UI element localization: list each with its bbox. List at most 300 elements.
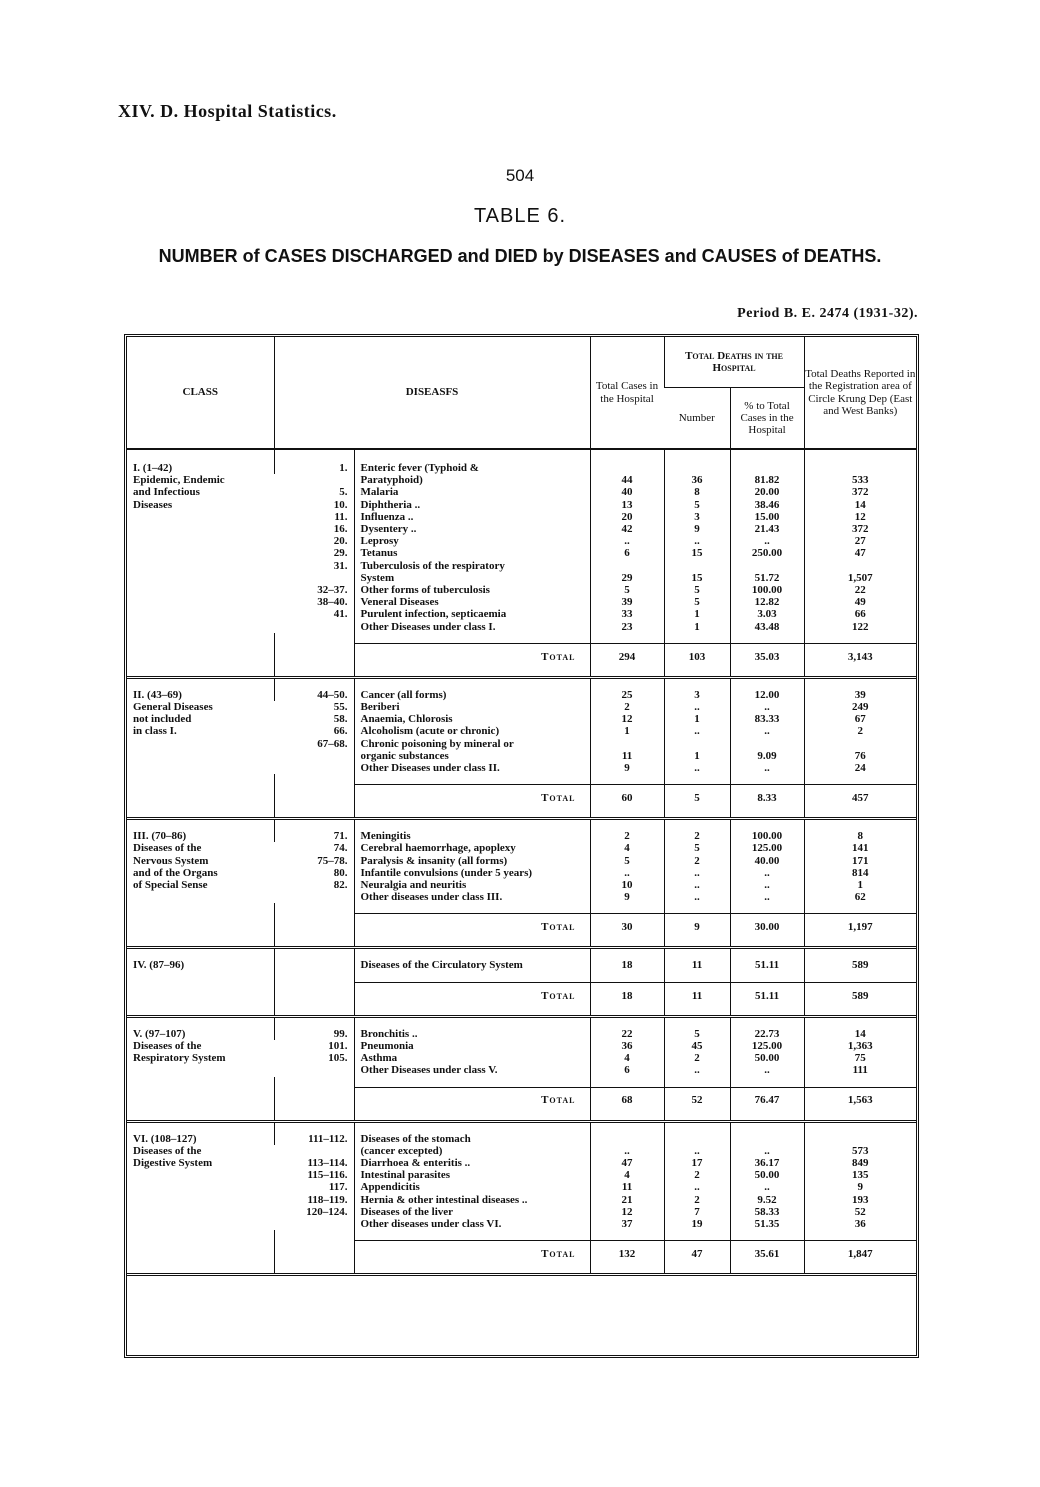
disease-name: Other Diseases under class V. (354, 1064, 590, 1076)
disease-code: 99. (274, 1028, 354, 1040)
deaths-pct-cell: 21.43 (730, 523, 804, 535)
separator-cell (730, 811, 804, 819)
deaths-number-cell: .. (664, 1064, 730, 1076)
deaths-pct-cell: 15.00 (730, 511, 804, 523)
total-cases-cell: 20 (590, 511, 664, 523)
registered-deaths-cell: 1 (804, 879, 916, 891)
disease-code: 117. (328, 1181, 348, 1194)
deaths-pct-cell: 38.46 (730, 499, 804, 511)
total-cases-cell: 39 (590, 596, 664, 608)
total-deaths-sum: 103 (664, 643, 730, 670)
separator-cell (274, 940, 354, 948)
deaths-number-cell: .. (664, 535, 730, 547)
total-cases-cell: .. (590, 535, 664, 547)
disease-name: Paratyphoid) (354, 474, 590, 486)
separator-cell (804, 1267, 916, 1275)
disease-name: Veneral Diseases (354, 596, 590, 608)
total-code-cell (274, 982, 354, 1009)
disease-code (274, 621, 354, 633)
total-cases-cell: 9 (590, 762, 664, 774)
separator-cell (590, 1267, 664, 1275)
total-deaths-sum: 52 (664, 1087, 730, 1114)
total-cases-cell: 13 (590, 499, 664, 511)
spacer-cell (664, 677, 730, 689)
total-registered-sum: 589 (804, 982, 916, 1009)
deaths-number-cell (664, 738, 730, 750)
deaths-number-cell: 1 (664, 750, 730, 762)
spacer-cell (274, 1077, 354, 1088)
disease-code: 71. (274, 830, 354, 842)
spacer-cell (590, 1230, 664, 1241)
separator-cell (274, 1114, 354, 1122)
deaths-pct-cell: 43.48 (730, 621, 804, 633)
deaths-number-cell: .. (664, 725, 730, 737)
table-body (127, 449, 916, 1275)
spacer-cell (127, 1121, 274, 1133)
deaths-number-cell: .. (664, 891, 730, 903)
total-cases-cell: 6 (590, 547, 664, 559)
disease-name: Anaemia, Chlorosis (354, 713, 590, 725)
table-row (127, 1028, 916, 1040)
spacer-cell (127, 774, 274, 785)
total-cases-cell: 42 (590, 523, 664, 535)
registered-deaths-cell: 22 (804, 584, 916, 596)
disease-code: 118–119. (307, 1193, 348, 1206)
registered-deaths-cell: 76 (804, 750, 916, 762)
disease-name: System (354, 572, 590, 584)
separator-cell (664, 1267, 730, 1275)
col-registered-header: Total Deaths Reported in the Registration area of Circle Krung Dep (East and West Banks) (804, 337, 916, 449)
deaths-number-cell: 36 (664, 474, 730, 486)
spacer-cell (664, 948, 730, 960)
disease-code (274, 474, 354, 486)
spacer-cell (354, 948, 590, 960)
separator-cell (804, 1009, 916, 1017)
spacer-cell (804, 774, 916, 785)
deaths-number-cell: .. (664, 867, 730, 879)
total-cases-cell: 36 (590, 1040, 664, 1052)
total-cases-cell: 44 (590, 474, 664, 486)
disease-name: Other diseases under class III. (354, 891, 590, 903)
separator-cell (730, 940, 804, 948)
deaths-number-cell: 45 (664, 1040, 730, 1052)
total-cases-cell: 11 (590, 1181, 664, 1193)
deaths-number-cell: 1 (664, 621, 730, 633)
total-cases-cell: .. (590, 1145, 664, 1157)
deaths-number-cell: .. (664, 762, 730, 774)
separator-cell (730, 1267, 804, 1275)
total-cases-cell: 4 (590, 1052, 664, 1064)
class-label: III. (70–86) Diseases of the Nervous System and of the Organs of Special Sense (133, 830, 218, 892)
disease-code: 20. (333, 535, 348, 548)
registered-deaths-cell: 573 (804, 1145, 916, 1157)
disease-name: Purulent infection, septicaemia (354, 608, 590, 620)
spacer-cell (664, 1077, 730, 1088)
disease-name: Paralysis & insanity (all forms) (354, 855, 590, 867)
spacer-cell (127, 633, 274, 644)
spacer-cell (804, 1230, 916, 1241)
spacer-cell (664, 1016, 730, 1028)
deaths-pct-cell: 51.35 (730, 1218, 804, 1230)
deaths-pct-cell: 51.72 (730, 572, 804, 584)
deaths-number-cell: 11 (664, 959, 730, 971)
total-cases-cell: 5 (590, 584, 664, 596)
total-cases-cell: 12 (590, 713, 664, 725)
col-diseases-header: DISEASFS (274, 337, 590, 449)
col-deaths-group-header: Total Deaths in the Hospital (664, 337, 804, 388)
spacer-cell (590, 449, 664, 462)
registered-deaths-cell: 814 (804, 867, 916, 879)
spacer-cell (730, 1077, 804, 1088)
disease-name: Other diseases under class VI. (354, 1218, 590, 1230)
col-deaths-pct-header: % to Total Cases in the Hospital (730, 388, 804, 450)
spacer-cell (590, 633, 664, 644)
separator-cell (274, 1267, 354, 1275)
registered-deaths-cell: 849 (804, 1157, 916, 1169)
deaths-number-cell: 5 (664, 842, 730, 854)
spacer-cell (274, 677, 354, 689)
total-cases-sum: 68 (590, 1087, 664, 1114)
total-code-cell (274, 914, 354, 941)
deaths-pct-cell: 100.00 (730, 584, 804, 596)
deaths-pct-cell: 58.33 (730, 1206, 804, 1218)
disease-code: 44–50. (274, 689, 354, 701)
total-cases-cell: 2 (590, 830, 664, 842)
spacer-cell (127, 1230, 274, 1241)
table-row (127, 689, 916, 701)
disease-name: Tetanus (354, 547, 590, 559)
spacer-cell (730, 1016, 804, 1028)
total-cases-cell: 18 (590, 959, 664, 971)
col-total-cases-header: Total Cases in the Hospital (590, 337, 664, 449)
spacer-cell (804, 903, 916, 914)
disease-code: 1. (274, 462, 354, 474)
table-row (127, 830, 916, 842)
disease-code (274, 762, 354, 774)
total-cases-cell (590, 738, 664, 750)
disease-name: Influenza .. (354, 511, 590, 523)
spacer-cell (354, 1016, 590, 1028)
deaths-pct-cell: 51.11 (730, 959, 804, 971)
spacer-cell (127, 1016, 274, 1028)
deaths-pct-cell: .. (730, 762, 804, 774)
spacer-cell (274, 1016, 354, 1028)
disease-name: Other forms of tuberculosis (354, 584, 590, 596)
total-label: Total (354, 1087, 590, 1114)
total-cases-cell: 29 (590, 572, 664, 584)
registered-deaths-cell: 12 (804, 511, 916, 523)
spacer-cell (664, 1121, 730, 1133)
deaths-pct-cell: 125.00 (730, 1040, 804, 1052)
spacer-cell (354, 972, 590, 983)
section-title: XIV. D. Hospital Statistics. (118, 101, 337, 121)
total-cases-cell: 21 (590, 1194, 664, 1206)
disease-name: Infantile convulsions (under 5 years) (354, 867, 590, 879)
deaths-number-cell: 9 (664, 523, 730, 535)
spacer-cell (274, 449, 354, 462)
disease-name: Intestinal parasites (354, 1169, 590, 1181)
disease-name: Diphtheria .. (354, 499, 590, 511)
deaths-pct-cell: 50.00 (730, 1052, 804, 1064)
spacer-cell (730, 1230, 804, 1241)
separator-cell (127, 811, 274, 819)
registered-deaths-cell: 372 (804, 523, 916, 535)
registered-deaths-cell: 141 (804, 842, 916, 854)
spacer-cell (664, 1230, 730, 1241)
deaths-pct-cell (730, 560, 804, 572)
registered-deaths-cell: 47 (804, 547, 916, 559)
spacer-cell (127, 903, 274, 914)
col-class-header: CLASS (127, 337, 274, 449)
spacer-cell (730, 948, 804, 960)
disease-code: 101. (328, 1039, 348, 1052)
deaths-number-cell: .. (664, 1145, 730, 1157)
spacer-cell (804, 1016, 916, 1028)
separator-cell (274, 811, 354, 819)
disease-code: 10. (333, 498, 348, 511)
total-cases-cell: 12 (590, 1206, 664, 1218)
separator-cell (354, 670, 590, 678)
registered-deaths-cell: 36 (804, 1218, 916, 1230)
spacer-cell (664, 633, 730, 644)
deaths-pct-cell (730, 738, 804, 750)
disease-code: 38–40. (317, 596, 348, 609)
total-cases-cell: 40 (590, 486, 664, 498)
deaths-pct-cell: 83.33 (730, 713, 804, 725)
disease-name: Diarrhoea & enteritis .. (354, 1157, 590, 1169)
total-cases-cell: 22 (590, 1028, 664, 1040)
separator-cell (590, 940, 664, 948)
total-registered-sum: 3,143 (804, 643, 916, 670)
class-label: I. (1–42) Epidemic, Endemic and Infectious Diseases (133, 462, 225, 511)
spacer-cell (274, 1121, 354, 1133)
deaths-pct-cell: 81.82 (730, 474, 804, 486)
total-cases-cell: 11 (590, 750, 664, 762)
registered-deaths-cell: 193 (804, 1194, 916, 1206)
total-cases-cell: 47 (590, 1157, 664, 1169)
disease-name: Meningitis (354, 830, 590, 842)
total-cases-cell: 9 (590, 891, 664, 903)
disease-code: 74. (333, 842, 348, 855)
total-label: Total (354, 1241, 590, 1268)
deaths-number-cell: 2 (664, 1052, 730, 1064)
disease-code: 115–116. (307, 1169, 348, 1182)
registered-deaths-cell: 14 (804, 1028, 916, 1040)
total-cases-cell: 1 (590, 725, 664, 737)
separator-cell (354, 1114, 590, 1122)
total-cases-cell (590, 560, 664, 572)
total-class-cell (127, 914, 274, 941)
registered-deaths-cell (804, 462, 916, 474)
disease-code: 120–124. (306, 1205, 348, 1218)
disease-name: Diseases of the liver (354, 1206, 590, 1218)
total-class-cell (127, 643, 274, 670)
disease-name: Leprosy (354, 535, 590, 547)
spacer-cell (354, 633, 590, 644)
total-cases-cell: 4 (590, 842, 664, 854)
spacer-cell (127, 972, 274, 983)
registered-deaths-cell (804, 560, 916, 572)
registered-deaths-cell: 589 (804, 959, 916, 971)
deaths-number-cell: 5 (664, 596, 730, 608)
deaths-pct-cell: 250.00 (730, 547, 804, 559)
spacer-cell (354, 819, 590, 831)
total-label: Total (354, 785, 590, 812)
registered-deaths-cell: 66 (804, 608, 916, 620)
deaths-pct-cell (730, 1133, 804, 1145)
total-deaths-sum: 9 (664, 914, 730, 941)
registered-deaths-cell: 1,507 (804, 572, 916, 584)
registered-deaths-cell: 171 (804, 855, 916, 867)
deaths-pct-cell: 3.03 (730, 608, 804, 620)
spacer-cell (804, 948, 916, 960)
disease-name: Chronic poisoning by mineral or (354, 738, 590, 750)
spacer-cell (590, 1016, 664, 1028)
spacer-cell (354, 774, 590, 785)
disease-name: organic substances (354, 750, 590, 762)
total-cases-cell (590, 1133, 664, 1145)
separator-cell (354, 811, 590, 819)
deaths-number-cell: 19 (664, 1218, 730, 1230)
disease-code: 58. (333, 713, 348, 726)
total-label: Total (354, 914, 590, 941)
statistics-table (127, 337, 916, 1276)
total-row (127, 643, 916, 670)
spacer-cell (730, 1121, 804, 1133)
total-cases-cell: 37 (590, 1218, 664, 1230)
registered-deaths-cell: 111 (804, 1064, 916, 1076)
deaths-pct-cell: .. (730, 701, 804, 713)
disease-name: Diseases of the stomach (354, 1133, 590, 1145)
disease-name: Diseases of the Circulatory System (354, 959, 590, 971)
total-deaths-sum: 47 (664, 1241, 730, 1268)
table-header (127, 337, 916, 449)
total-label: Total (354, 982, 590, 1009)
spacer-cell (354, 449, 590, 462)
deaths-number-cell: 2 (664, 1194, 730, 1206)
spacer-cell (590, 972, 664, 983)
deaths-number-cell: 1 (664, 608, 730, 620)
total-deaths-sum: 5 (664, 785, 730, 812)
deaths-number-cell: 7 (664, 1206, 730, 1218)
total-deaths-pct: 51.11 (730, 982, 804, 1009)
total-class-cell (127, 1087, 274, 1114)
total-class-cell (127, 982, 274, 1009)
total-cases-sum: 60 (590, 785, 664, 812)
total-cases-sum: 132 (590, 1241, 664, 1268)
separator-cell (127, 670, 274, 678)
separator-cell (127, 1267, 274, 1275)
spacer-cell (127, 948, 274, 960)
total-row (127, 914, 916, 941)
spacer-cell (590, 774, 664, 785)
disease-name: Pneumonia (354, 1040, 590, 1052)
disease-name: Neuralgia and neuritis (354, 879, 590, 891)
separator-cell (127, 1114, 274, 1122)
separator-cell (590, 1009, 664, 1017)
disease-code: 29. (333, 547, 348, 560)
class-label: VI. (108–127) Diseases of the Digestive System (133, 1132, 213, 1169)
total-cases-sum: 18 (590, 982, 664, 1009)
deaths-pct-cell: 22.73 (730, 1028, 804, 1040)
disease-name: Beriberi (354, 701, 590, 713)
disease-name: Other Diseases under class II. (354, 762, 590, 774)
total-deaths-sum: 11 (664, 982, 730, 1009)
registered-deaths-cell: 39 (804, 689, 916, 701)
total-deaths-pct: 76.47 (730, 1087, 804, 1114)
spacer-cell (730, 972, 804, 983)
spacer-cell (274, 774, 354, 785)
disease-code (274, 1218, 354, 1230)
col-deaths-number-header: Number (664, 388, 730, 450)
deaths-number-cell: .. (664, 701, 730, 713)
deaths-number-cell: .. (664, 879, 730, 891)
disease-name: Enteric fever (Typhoid & (354, 462, 590, 474)
spacer-cell (274, 972, 354, 983)
total-class-cell (127, 785, 274, 812)
disease-name: Other Diseases under class I. (354, 621, 590, 633)
total-registered-sum: 1,847 (804, 1241, 916, 1268)
deaths-number-cell: 5 (664, 1028, 730, 1040)
deaths-number-cell: 8 (664, 486, 730, 498)
deaths-number-cell: 5 (664, 499, 730, 511)
total-registered-sum: 1,197 (804, 914, 916, 941)
deaths-number-cell: .. (664, 1181, 730, 1193)
spacer-cell (730, 774, 804, 785)
spacer-cell (354, 677, 590, 689)
disease-code: 80. (333, 866, 348, 879)
total-row (127, 982, 916, 1009)
deaths-pct-cell: .. (730, 891, 804, 903)
deaths-number-cell: 2 (664, 1169, 730, 1181)
spacer-cell (730, 903, 804, 914)
disease-code: 16. (333, 523, 348, 536)
spacer-cell (354, 1121, 590, 1133)
disease-code (274, 572, 354, 584)
total-row (127, 1241, 916, 1268)
spacer-cell (804, 677, 916, 689)
spacer-cell (590, 903, 664, 914)
total-cases-cell: 4 (590, 1169, 664, 1181)
spacer-cell (664, 819, 730, 831)
total-cases-cell: 2 (590, 701, 664, 713)
registered-deaths-cell: 122 (804, 621, 916, 633)
deaths-pct-cell: .. (730, 535, 804, 547)
total-cases-cell: 25 (590, 689, 664, 701)
registered-deaths-cell: 372 (804, 486, 916, 498)
registered-deaths-cell: 14 (804, 499, 916, 511)
spacer-cell (127, 449, 274, 462)
table-row (127, 462, 916, 474)
separator-cell (354, 940, 590, 948)
total-cases-cell: 6 (590, 1064, 664, 1076)
separator-cell (730, 1114, 804, 1122)
class-label: II. (43–69) General Diseases not included in class I. (133, 688, 213, 738)
registered-deaths-cell: 52 (804, 1206, 916, 1218)
spacer-cell (730, 633, 804, 644)
spacer-cell (804, 633, 916, 644)
total-row (127, 1087, 916, 1114)
total-code-cell (274, 1087, 354, 1114)
disease-code: 75–78. (317, 854, 348, 867)
spacer-cell (804, 819, 916, 831)
total-deaths-pct: 30.00 (730, 914, 804, 941)
spacer-cell (804, 972, 916, 983)
deaths-pct-cell: .. (730, 879, 804, 891)
deaths-pct-cell: .. (730, 1181, 804, 1193)
total-cases-cell: 10 (590, 879, 664, 891)
separator-cell (664, 811, 730, 819)
